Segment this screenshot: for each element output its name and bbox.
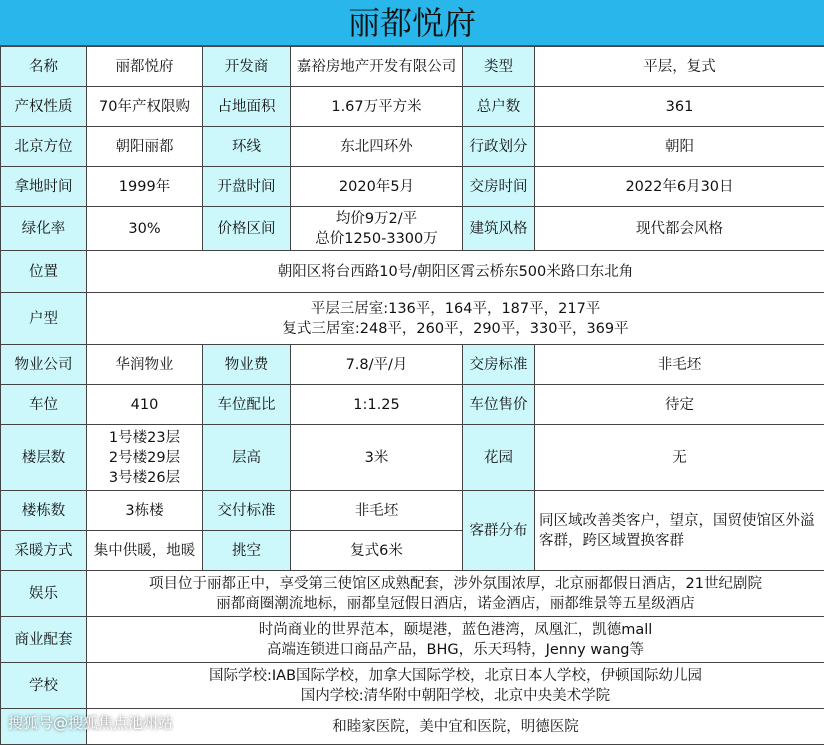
label-parking: 车位 xyxy=(1,385,87,425)
floors-building-2: 2号楼29层 xyxy=(89,448,200,468)
school-international: 国际学校:IAB国际学校，加拿大国际学校，北京日本人学校，伊顿国际幼儿园 xyxy=(89,666,822,686)
label-delivery-standard: 交房标准 xyxy=(463,345,535,385)
label-district: 行政划分 xyxy=(463,127,535,167)
table-row xyxy=(1,663,824,709)
label-handover-standard: 交付标准 xyxy=(203,491,291,531)
value-floor-height: 3米 xyxy=(291,425,463,491)
label-double-height: 挑空 xyxy=(203,531,291,571)
value-address: 朝阳区将台西路10号/朝阳区霄云桥东500米路口东北角 xyxy=(87,251,824,293)
value-district: 朝阳 xyxy=(535,127,824,167)
value-floors xyxy=(87,425,203,491)
info-table xyxy=(0,46,824,745)
label-property-right: 产权性质 xyxy=(1,87,87,127)
floors-building-3: 3号楼26层 xyxy=(89,468,200,488)
value-property-fee: 7.8/平/月 xyxy=(291,345,463,385)
value-ring-road: 东北四环外 xyxy=(291,127,463,167)
table-row xyxy=(1,167,824,207)
label-type: 类型 xyxy=(463,47,535,87)
label-location-beijing: 北京方位 xyxy=(1,127,87,167)
label-parking-ratio: 车位配比 xyxy=(203,385,291,425)
unit-duplex: 复式三居室:248平，260平，290平，330平，369平 xyxy=(89,319,822,339)
table-row xyxy=(1,617,824,663)
value-location-beijing: 朝阳丽都 xyxy=(87,127,203,167)
value-parking-ratio: 1:1.25 xyxy=(291,385,463,425)
label-customer-distribution: 客群分布 xyxy=(463,491,535,571)
label-architecture-style: 建筑风格 xyxy=(463,207,535,251)
value-unit-type xyxy=(87,293,824,345)
commercial-line-2: 高端连锁进口商品产品，BHG，乐天玛特，Jenny wang等 xyxy=(89,640,822,660)
label-garden: 花园 xyxy=(463,425,535,491)
table-row xyxy=(1,345,824,385)
value-school xyxy=(87,663,824,709)
value-opening-time: 2020年5月 xyxy=(291,167,463,207)
price-total: 总价1250-3300万 xyxy=(293,229,460,249)
value-developer: 嘉裕房地产开发有限公司 xyxy=(291,47,463,87)
value-garden: 无 xyxy=(535,425,824,491)
table-row xyxy=(1,127,824,167)
school-domestic: 国内学校:清华附中朝阳学校，北京中央美术学院 xyxy=(89,686,822,706)
value-commercial xyxy=(87,617,824,663)
entertainment-line-1: 项目位于丽都正中，享受第三使馆区成熟配套，涉外氛围浓厚，北京丽都假日酒店，21世纪剧院 xyxy=(89,574,822,594)
label-property-company: 物业公司 xyxy=(1,345,87,385)
value-customer-distribution: 同区域改善类客户，望京，国贸使馆区外溢客群，跨区域置换客群 xyxy=(535,491,824,571)
value-parking-price: 待定 xyxy=(535,385,824,425)
table-row xyxy=(1,425,824,491)
label-ring-road: 环线 xyxy=(203,127,291,167)
value-delivery-time: 2022年6月30日 xyxy=(535,167,824,207)
value-building-count: 3栋楼 xyxy=(87,491,203,531)
value-land-area: 1.67万平方米 xyxy=(291,87,463,127)
label-school: 学校 xyxy=(1,663,87,709)
value-households: 361 xyxy=(535,87,824,127)
value-delivery-standard: 非毛坯 xyxy=(535,345,824,385)
entertainment-line-2: 丽都商圈潮流地标，丽都皇冠假日酒店，诺金酒店，丽都维景等五星级酒店 xyxy=(89,594,822,614)
label-land-time: 拿地时间 xyxy=(1,167,87,207)
label-address: 位置 xyxy=(1,251,87,293)
value-type: 平层，复式 xyxy=(535,47,824,87)
table-row xyxy=(1,47,824,87)
unit-flat: 平层三居室:136平，164平，187平，217平 xyxy=(89,299,822,319)
value-price-range xyxy=(291,207,463,251)
table-row xyxy=(1,491,824,531)
table-row xyxy=(1,207,824,251)
label-commercial: 商业配套 xyxy=(1,617,87,663)
label-land-area: 占地面积 xyxy=(203,87,291,127)
label-floors: 楼层数 xyxy=(1,425,87,491)
table-row xyxy=(1,87,824,127)
value-parking: 410 xyxy=(87,385,203,425)
label-building-count: 楼栋数 xyxy=(1,491,87,531)
value-hospital: 和睦家医院，美中宜和医院，明德医院 xyxy=(87,709,824,745)
commercial-line-1: 时尚商业的世界范本，颐堤港，蓝色港湾，凤凰汇，凯德mall xyxy=(89,620,822,640)
label-name: 名称 xyxy=(1,47,87,87)
table-row xyxy=(1,251,824,293)
label-price-range: 价格区间 xyxy=(203,207,291,251)
table-row xyxy=(1,385,824,425)
value-heating: 集中供暖，地暖 xyxy=(87,531,203,571)
value-architecture-style: 现代都会风格 xyxy=(535,207,824,251)
value-name: 丽都悦府 xyxy=(87,47,203,87)
label-unit-type: 户型 xyxy=(1,293,87,345)
watermark: 搜狐号@搜狐焦点池州站 xyxy=(8,712,173,733)
value-handover-standard: 非毛坯 xyxy=(291,491,463,531)
label-property-fee: 物业费 xyxy=(203,345,291,385)
value-entertainment xyxy=(87,571,824,617)
price-average: 均价9万2/平 xyxy=(293,209,460,229)
label-parking-price: 车位售价 xyxy=(463,385,535,425)
label-delivery-time: 交房时间 xyxy=(463,167,535,207)
value-property-right: 70年产权限购 xyxy=(87,87,203,127)
value-land-time: 1999年 xyxy=(87,167,203,207)
label-entertainment: 娱乐 xyxy=(1,571,87,617)
value-green-rate: 30% xyxy=(87,207,203,251)
value-property-company: 华润物业 xyxy=(87,345,203,385)
floors-building-1: 1号楼23层 xyxy=(89,428,200,448)
table-row xyxy=(1,571,824,617)
value-double-height: 复式6米 xyxy=(291,531,463,571)
label-green-rate: 绿化率 xyxy=(1,207,87,251)
label-floor-height: 层高 xyxy=(203,425,291,491)
label-households: 总户数 xyxy=(463,87,535,127)
label-heating: 采暖方式 xyxy=(1,531,87,571)
table-row xyxy=(1,293,824,345)
page-title: 丽都悦府 xyxy=(0,0,824,46)
label-opening-time: 开盘时间 xyxy=(203,167,291,207)
label-developer: 开发商 xyxy=(203,47,291,87)
